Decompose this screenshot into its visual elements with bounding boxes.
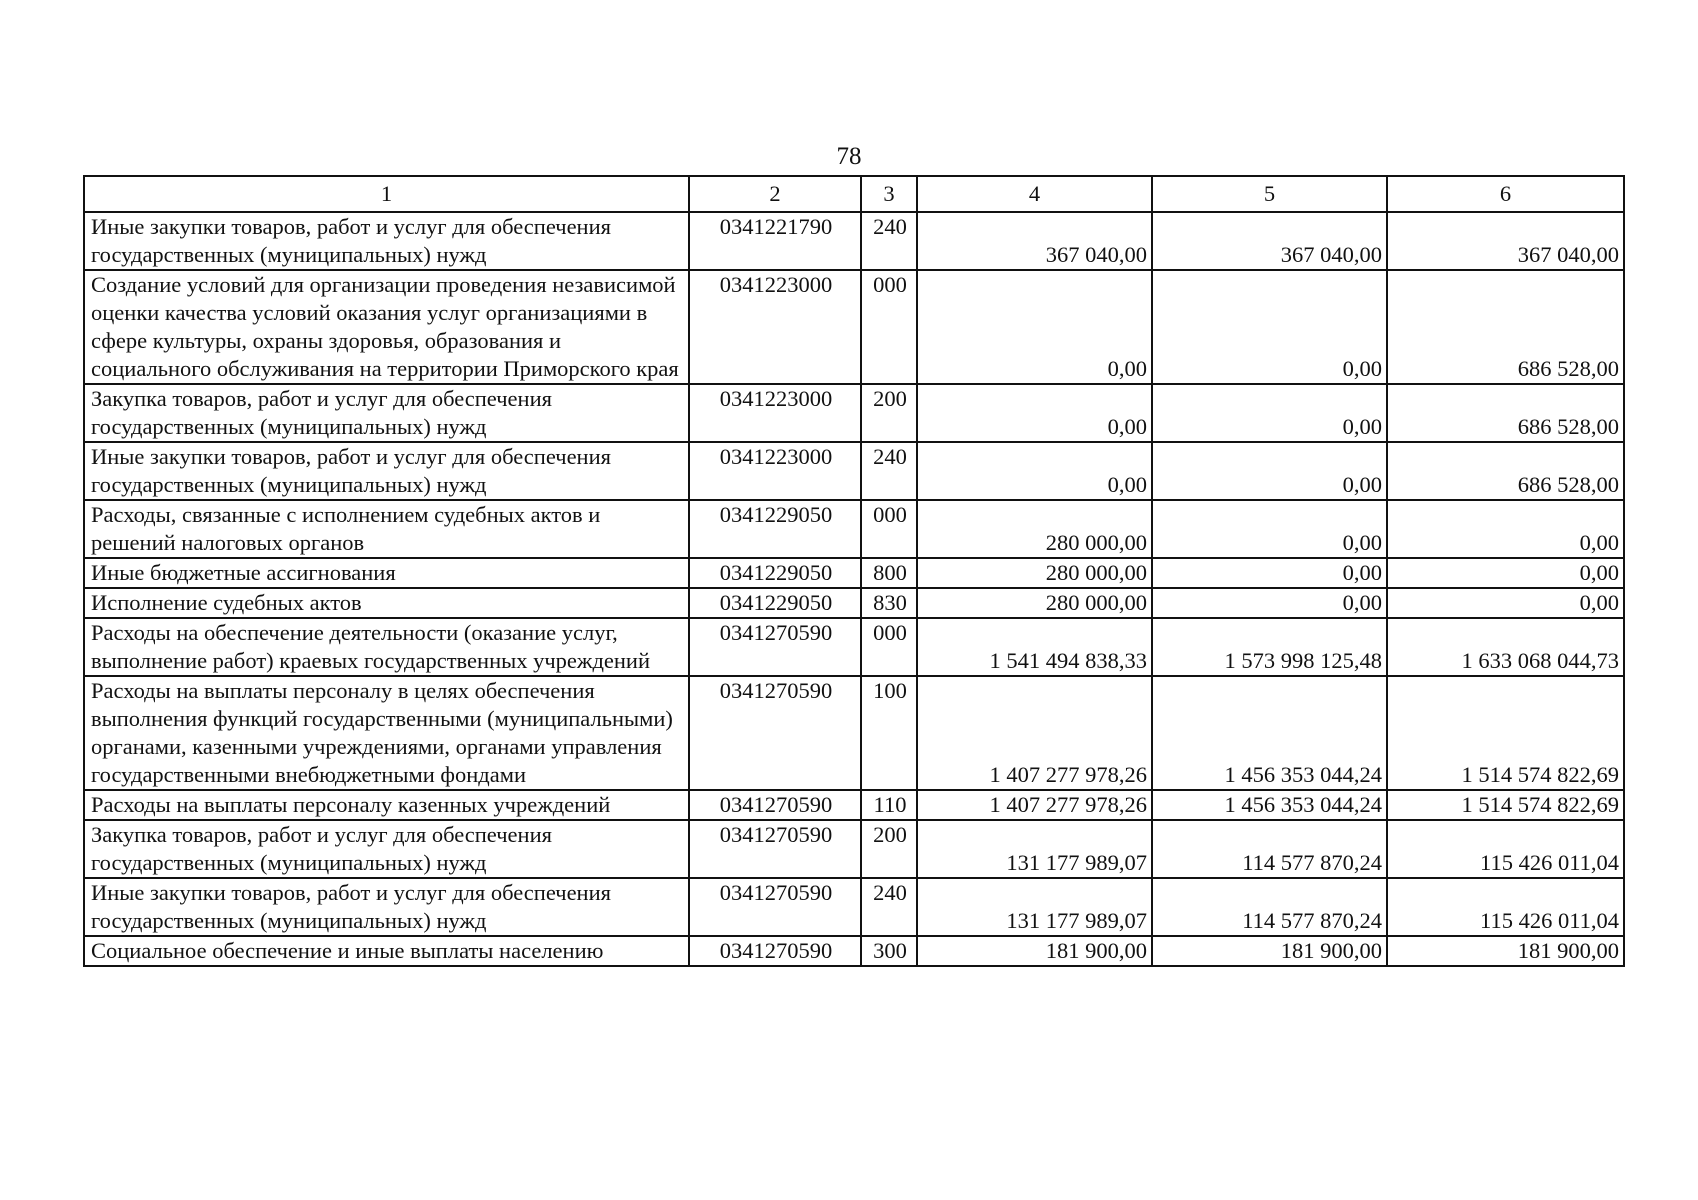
column-header: 3 (861, 176, 917, 212)
row-code: 0341223000 (689, 442, 861, 500)
row-code: 0341223000 (689, 270, 861, 384)
row-type: 300 (861, 936, 917, 966)
row-name: Иные закупки товаров, работ и услуг для обеспечения государственных (муниципальных) нужд (84, 442, 689, 500)
table-row (84, 500, 1624, 558)
row-amount-2: 0,00 (1152, 500, 1387, 558)
row-type: 240 (861, 212, 917, 270)
row-name: Расходы на обеспечение деятельности (оказание услуг, выполнение работ) краевых государственных учреждений (84, 618, 689, 676)
row-amount-3: 686 528,00 (1387, 270, 1624, 384)
table-row (84, 442, 1624, 500)
row-amount-3: 0,00 (1387, 558, 1624, 588)
row-amount-2: 1 456 353 044,24 (1152, 676, 1387, 790)
table-row (84, 384, 1624, 442)
row-name: Расходы на выплаты персоналу казенных учреждений (84, 790, 689, 820)
row-name: Расходы на выплаты персоналу в целях обеспечения выполнения функций государственными (муниципальными) органами, казенными учреждениями, органами управления государственными внебюджетными фондами (84, 676, 689, 790)
row-name: Расходы, связанные с исполнением судебных актов и решений налоговых органов (84, 500, 689, 558)
row-type: 240 (861, 442, 917, 500)
page-number: 78 (836, 143, 862, 170)
column-header: 2 (689, 176, 861, 212)
table-row (84, 936, 1624, 966)
row-code: 0341223000 (689, 384, 861, 442)
row-code: 0341270590 (689, 618, 861, 676)
row-code: 0341229050 (689, 500, 861, 558)
row-type: 000 (861, 270, 917, 384)
row-amount-2: 0,00 (1152, 384, 1387, 442)
row-amount-3: 0,00 (1387, 500, 1624, 558)
row-name: Иные закупки товаров, работ и услуг для обеспечения государственных (муниципальных) нужд (84, 878, 689, 936)
row-name: Исполнение судебных актов (84, 588, 689, 618)
table-row (84, 618, 1624, 676)
column-header: 4 (917, 176, 1152, 212)
row-name: Иные бюджетные ассигнования (84, 558, 689, 588)
row-amount-1: 1 541 494 838,33 (917, 618, 1152, 676)
row-amount-3: 115 426 011,04 (1387, 820, 1624, 878)
row-amount-3: 115 426 011,04 (1387, 878, 1624, 936)
table-row (84, 790, 1624, 820)
table-row (84, 212, 1624, 270)
row-type: 110 (861, 790, 917, 820)
row-amount-2: 114 577 870,24 (1152, 878, 1387, 936)
row-type: 000 (861, 618, 917, 676)
row-name: Закупка товаров, работ и услуг для обеспечения государственных (муниципальных) нужд (84, 820, 689, 878)
row-name: Создание условий для организации проведения независимой оценки качества условий оказания услуг организациями в сфере культуры, охраны здоровья, образования и социального обслуживания на территории Приморского края (84, 270, 689, 384)
row-amount-3: 686 528,00 (1387, 442, 1624, 500)
row-code: 0341270590 (689, 820, 861, 878)
row-amount-1: 181 900,00 (917, 936, 1152, 966)
row-code: 0341229050 (689, 588, 861, 618)
row-code: 0341270590 (689, 878, 861, 936)
row-type: 100 (861, 676, 917, 790)
row-amount-1: 1 407 277 978,26 (917, 676, 1152, 790)
row-amount-2: 1 573 998 125,48 (1152, 618, 1387, 676)
row-amount-1: 0,00 (917, 270, 1152, 384)
row-name: Закупка товаров, работ и услуг для обеспечения государственных (муниципальных) нужд (84, 384, 689, 442)
table-header-row (84, 176, 1624, 212)
row-amount-3: 686 528,00 (1387, 384, 1624, 442)
row-amount-2: 0,00 (1152, 558, 1387, 588)
row-type: 000 (861, 500, 917, 558)
row-code: 0341270590 (689, 790, 861, 820)
row-name: Социальное обеспечение и иные выплаты населению (84, 936, 689, 966)
table-row (84, 676, 1624, 790)
row-amount-1: 367 040,00 (917, 212, 1152, 270)
row-name: Иные закупки товаров, работ и услуг для обеспечения государственных (муниципальных) нужд (84, 212, 689, 270)
table-row (84, 878, 1624, 936)
row-amount-3: 0,00 (1387, 588, 1624, 618)
row-amount-3: 1 514 574 822,69 (1387, 676, 1624, 790)
row-amount-2: 1 456 353 044,24 (1152, 790, 1387, 820)
row-amount-2: 0,00 (1152, 588, 1387, 618)
column-header: 1 (84, 176, 689, 212)
table-row (84, 270, 1624, 384)
row-code: 0341270590 (689, 676, 861, 790)
row-code: 0341229050 (689, 558, 861, 588)
table-row (84, 820, 1624, 878)
row-amount-3: 367 040,00 (1387, 212, 1624, 270)
table-row (84, 558, 1624, 588)
row-code: 0341221790 (689, 212, 861, 270)
row-amount-3: 1 514 574 822,69 (1387, 790, 1624, 820)
row-amount-1: 280 000,00 (917, 588, 1152, 618)
row-amount-2: 367 040,00 (1152, 212, 1387, 270)
row-type: 240 (861, 878, 917, 936)
row-amount-1: 280 000,00 (917, 558, 1152, 588)
column-header: 6 (1387, 176, 1624, 212)
row-amount-1: 1 407 277 978,26 (917, 790, 1152, 820)
row-amount-1: 0,00 (917, 384, 1152, 442)
row-amount-2: 0,00 (1152, 270, 1387, 384)
row-amount-3: 1 633 068 044,73 (1387, 618, 1624, 676)
row-type: 200 (861, 384, 917, 442)
row-type: 830 (861, 588, 917, 618)
row-amount-1: 131 177 989,07 (917, 878, 1152, 936)
row-amount-1: 280 000,00 (917, 500, 1152, 558)
row-amount-2: 181 900,00 (1152, 936, 1387, 966)
budget-table (83, 175, 1625, 967)
column-header: 5 (1152, 176, 1387, 212)
row-amount-2: 114 577 870,24 (1152, 820, 1387, 878)
row-amount-3: 181 900,00 (1387, 936, 1624, 966)
row-amount-2: 0,00 (1152, 442, 1387, 500)
row-type: 200 (861, 820, 917, 878)
row-amount-1: 0,00 (917, 442, 1152, 500)
table-row (84, 588, 1624, 618)
row-type: 800 (861, 558, 917, 588)
row-amount-1: 131 177 989,07 (917, 820, 1152, 878)
row-code: 0341270590 (689, 936, 861, 966)
